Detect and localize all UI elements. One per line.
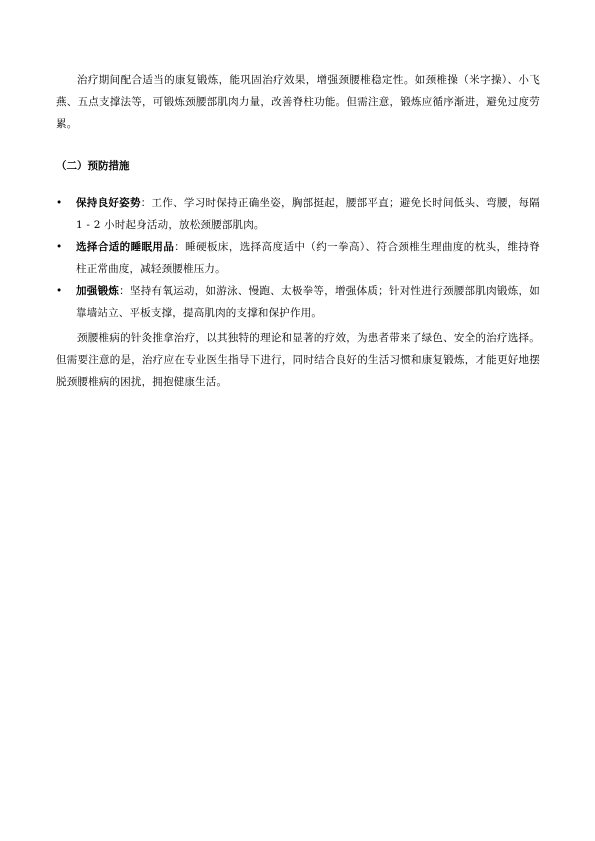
closing-paragraph: 颈腰椎病的针灸推拿治疗，以其独特的理论和显著的疗效，为患者带来了绿色、安全的治疗选择。但需要注意的是，治疗应在专业医生指导下进行，同时结合良好的生活习惯和康复锻炼，才能更好地摆脱颈腰椎病的困扰，拥抱健康生活。 xyxy=(56,332,540,388)
list-item xyxy=(56,280,540,324)
measure-text: ：工作、学习时保持正确坐姿，胸部挺起，腰部平直；避免长时间低头、弯腰，每隔 1 - 2 小时起身活动，放松颈腰部肌肉。 xyxy=(76,197,540,231)
measure-title: 选择合适的睡眠用品 xyxy=(76,241,175,253)
list-item xyxy=(56,236,540,280)
bullet-icon: • xyxy=(56,285,63,297)
measure-text: ：坚持有氧运动，如游泳、慢跑、太极拳等，增强体质；针对性进行颈腰部肌肉锻炼，如靠墙站立、平板支撑，提高肌肉的支撑和保护作用。 xyxy=(76,285,540,319)
measure-title: 加强锻炼 xyxy=(76,285,120,297)
prevention-measures-list xyxy=(56,192,540,324)
measure-title: 保持良好姿势 xyxy=(76,197,141,209)
section-heading: （二）预防措施 xyxy=(56,160,130,172)
intro-paragraph: 治疗期间配合适当的康复锻炼，能巩固治疗效果，增强颈腰椎稳定性。如颈椎操（米字操）、小飞燕、五点支撑法等，可锻炼颈腰部肌肉力量，改善脊柱功能。但需注意，锻炼应循序渐进，避免过度劳累。 xyxy=(56,74,540,130)
bullet-icon: • xyxy=(56,241,63,253)
bullet-icon: • xyxy=(56,197,63,209)
measure-text: ：睡硬板床，选择高度适中（约一拳高）、符合颈椎生理曲度的枕头，维持脊柱正常曲度，减轻颈腰椎压力。 xyxy=(76,241,540,275)
list-item xyxy=(56,192,540,236)
